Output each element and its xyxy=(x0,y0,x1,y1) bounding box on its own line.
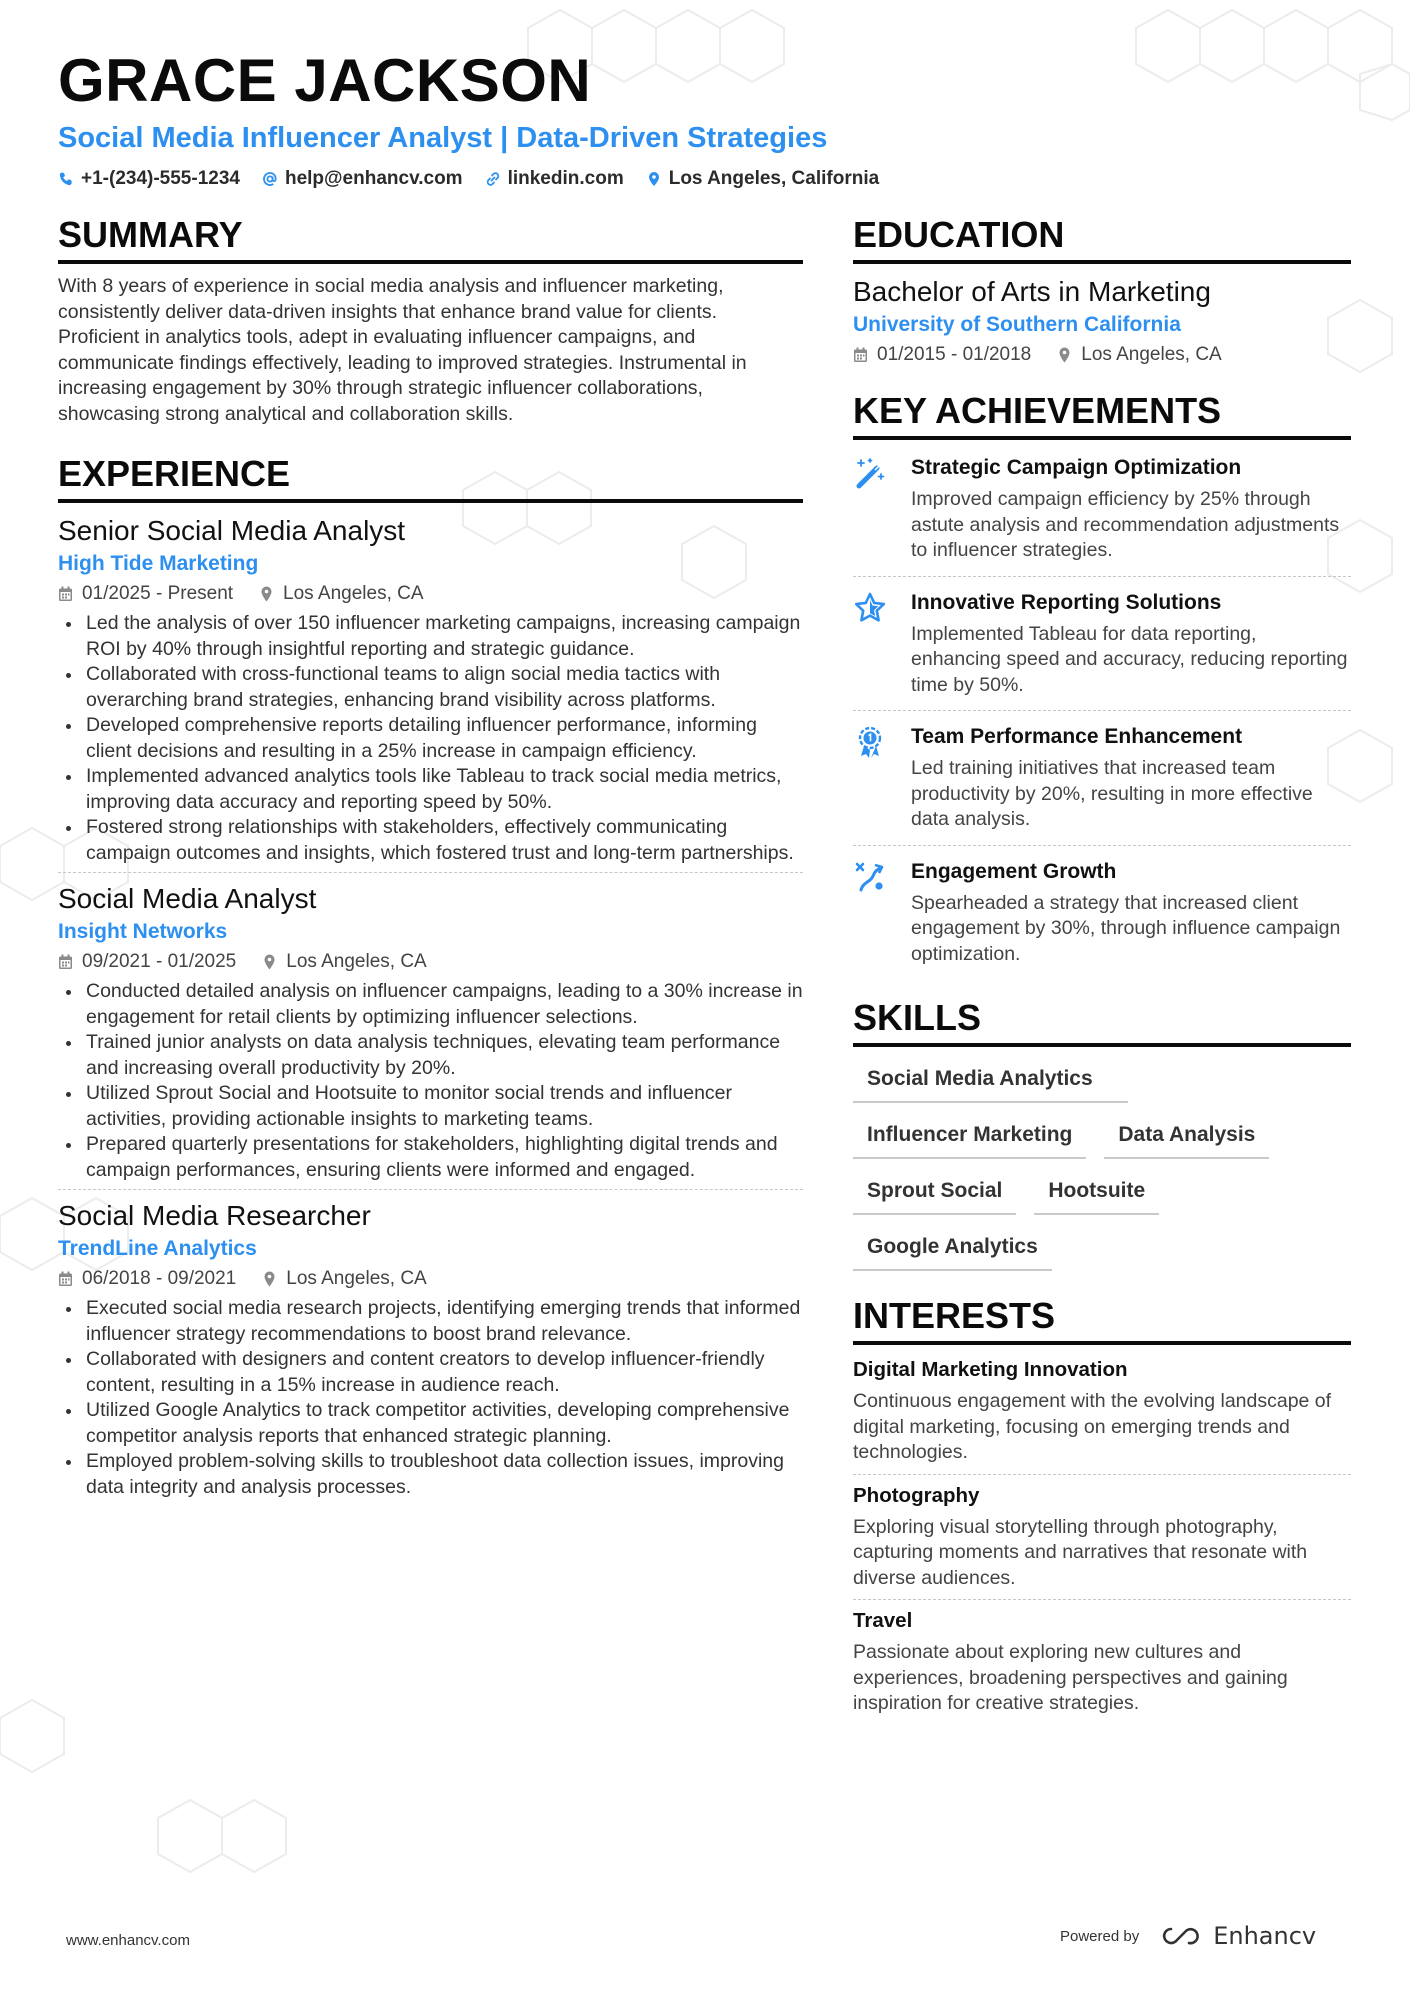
interest-title: Photography xyxy=(853,1483,980,1507)
job-location xyxy=(262,1264,426,1294)
job-bullets xyxy=(58,611,803,866)
skill-tag: Influencer Marketing xyxy=(853,1119,1086,1159)
achievements-section xyxy=(853,390,1351,979)
job-dates xyxy=(58,947,236,977)
education-location xyxy=(1057,340,1221,370)
achievement-icon-wrap xyxy=(853,858,895,968)
summary-text: With 8 years of experience in social media analysis and influencer marketing, consistently deliver data-driven insights that enhance brand value for clients. Proficient in analytics tools, adept in evaluating influencer campaigns, and communicate findings effectively, leading to improved strategies. Instrumental in increasing engagement by 30% through strategic influencer collaborations, showcasing strong analytical and collaboration skills. xyxy=(58,275,747,425)
education-location-text: Los Angeles, CA xyxy=(1081,344,1222,365)
job-bullet: Developed comprehensive reports detailing influencer performance, informing client decisions and resulting in a 25% increase in campaign efficiency. xyxy=(58,713,803,764)
interests-heading: INTERESTS xyxy=(853,1295,1351,1345)
company-name: Insight Networks xyxy=(58,920,228,943)
job-bullet: Fostered strong relationships with stakeholders, effectively communicating campaign outcomes and insights, which fostered trust and long-term partnerships. xyxy=(58,815,803,866)
contact-bar xyxy=(58,168,1358,190)
achievement-desc: Led training initiatives that increased team productivity by 20%, resulting in more effective data analysis. xyxy=(911,757,1313,830)
email-text: help@enhancv.com xyxy=(284,168,463,189)
skills-section xyxy=(853,997,1351,1271)
achievement-body xyxy=(911,454,1351,564)
phone-icon xyxy=(58,171,74,187)
skills-list xyxy=(853,1057,1351,1271)
strategy-path-icon xyxy=(853,860,887,894)
enhancv-logo-icon xyxy=(1157,1924,1203,1948)
job-dates-text: 01/2025 - Present xyxy=(82,583,234,604)
interest-item xyxy=(853,1349,1351,1475)
location-pin-icon xyxy=(262,1271,277,1287)
job-bullet: Collaborated with designers and content creators to develop influencer-friendly content, resulting in a 15% increase in audience reach. xyxy=(58,1347,803,1398)
star-icon xyxy=(853,591,887,625)
achievement-item xyxy=(853,442,1351,577)
phone-text: +1-(234)-555-1234 xyxy=(81,168,240,189)
skill-tag: Google Analytics xyxy=(853,1231,1052,1271)
interest-title: Travel xyxy=(853,1609,913,1632)
location-pin-icon xyxy=(646,171,662,187)
achievement-title: Team Performance Enhancement xyxy=(911,725,1243,748)
candidate-name: GRACE JACKSON xyxy=(58,47,592,114)
achievement-icon-wrap xyxy=(853,589,895,699)
job-entry xyxy=(58,1189,803,1506)
achievements-heading: KEY ACHIEVEMENTS xyxy=(853,390,1351,440)
job-bullet: Utilized Sprout Social and Hootsuite to monitor social trends and influencer activities, providing actionable insights to marketing teams. xyxy=(58,1081,803,1132)
job-location xyxy=(259,579,423,609)
education-dates xyxy=(853,340,1031,370)
achievement-desc: Improved campaign efficiency by 25% through astute analysis and recommendation adjustments to influencer strategies. xyxy=(911,488,1340,561)
contact-email[interactable] xyxy=(262,168,463,190)
interest-desc: Continuous engagement with the evolving landscape of digital marketing, focusing on emerging trends and technologies. xyxy=(853,1390,1332,1463)
job-location-text: Los Angeles, CA xyxy=(286,951,427,972)
location-pin-icon xyxy=(259,586,274,602)
degree-title: Bachelor of Arts in Marketing xyxy=(853,276,1211,307)
job-bullet: Conducted detailed analysis on influencer campaigns, leading to a 30% increase in engagement for retail clients by optimizing influencer selections. xyxy=(58,979,803,1030)
job-bullet: Led the analysis of over 150 influencer marketing campaigns, increasing campaign ROI by 40% through insightful reporting and strategic guidance. xyxy=(58,611,803,662)
linkedin-text: linkedin.com xyxy=(507,168,624,189)
skill-tag: Data Analysis xyxy=(1104,1119,1269,1159)
calendar-icon xyxy=(58,1271,73,1287)
achievement-item xyxy=(853,577,1351,712)
contact-linkedin[interactable] xyxy=(485,168,624,190)
job-location xyxy=(262,947,426,977)
achievement-icon-wrap xyxy=(853,723,895,833)
job-bullet: Prepared quarterly presentations for stakeholders, highlighting digital trends and campaign performances, ensuring clients were informed and engaged. xyxy=(58,1132,803,1183)
job-bullet: Employed problem-solving skills to troubleshoot data collection issues, improving data integrity and analysis processes. xyxy=(58,1449,803,1500)
achievement-body xyxy=(911,723,1351,833)
job-dates-text: 06/2018 - 09/2021 xyxy=(82,1268,237,1289)
at-icon xyxy=(262,171,278,187)
experience-section xyxy=(58,453,803,1506)
left-column xyxy=(58,214,803,1506)
interest-desc: Passionate about exploring new cultures and experiences, broadening perspectives and gaining inspiration for creative strategies. xyxy=(853,1641,1288,1714)
powered-by-text: Powered by xyxy=(1060,1927,1140,1945)
link-icon xyxy=(485,171,501,187)
achievement-body xyxy=(911,858,1351,968)
achievement-body xyxy=(911,589,1351,699)
company-name: TrendLine Analytics xyxy=(58,1237,257,1260)
job-entry xyxy=(58,513,803,872)
brand-name: Enhancv xyxy=(1213,1922,1317,1950)
job-bullets xyxy=(58,979,803,1183)
job-bullet: Trained junior analysts on data analysis techniques, elevating team performance and increasing overall productivity by 20%. xyxy=(58,1030,803,1081)
location-text: Los Angeles, California xyxy=(668,168,880,189)
candidate-title: Social Media Influencer Analyst | Data-Driven Strategies xyxy=(58,122,828,154)
contact-phone[interactable] xyxy=(58,168,240,190)
skill-tag: Social Media Analytics xyxy=(853,1063,1128,1103)
interest-item xyxy=(853,1475,1351,1601)
summary-heading: SUMMARY xyxy=(58,214,803,264)
education-heading: EDUCATION xyxy=(853,214,1351,264)
skills-heading: SKILLS xyxy=(853,997,1351,1047)
achievement-title: Strategic Campaign Optimization xyxy=(911,456,1242,479)
achievement-item xyxy=(853,846,1351,980)
job-bullet: Implemented advanced analytics tools like Tableau to track social media metrics, improving data accuracy and reporting speed by 50%. xyxy=(58,764,803,815)
job-bullet: Collaborated with cross-functional teams to align social media tactics with overarching brand strategies, enhancing brand visibility across platforms. xyxy=(58,662,803,713)
skill-tag: Sprout Social xyxy=(853,1175,1016,1215)
calendar-icon xyxy=(58,954,73,970)
job-dates xyxy=(58,579,233,609)
resume-header xyxy=(58,48,1358,190)
education-meta xyxy=(853,340,1351,370)
education-dates-text: 01/2015 - 01/2018 xyxy=(877,344,1032,365)
job-title: Social Media Researcher xyxy=(58,1200,371,1231)
skill-tag: Hootsuite xyxy=(1034,1175,1159,1215)
school-name: University of Southern California xyxy=(853,313,1181,336)
job-location-text: Los Angeles, CA xyxy=(286,1268,427,1289)
job-meta xyxy=(58,1264,803,1294)
job-dates xyxy=(58,1264,236,1294)
achievement-desc: Implemented Tableau for data reporting, enhancing speed and accuracy, reducing reporting time by 50%. xyxy=(911,622,1348,696)
magic-wand-icon xyxy=(853,456,887,490)
job-title: Social Media Analyst xyxy=(58,883,317,914)
achievement-desc: Spearheaded a strategy that increased client engagement by 30%, through influence campaign optimization. xyxy=(911,891,1341,965)
company-name: High Tide Marketing xyxy=(58,552,259,575)
calendar-icon xyxy=(853,347,868,363)
calendar-icon xyxy=(58,586,73,602)
achievement-title: Innovative Reporting Solutions xyxy=(911,590,1222,614)
experience-heading: EXPERIENCE xyxy=(58,453,803,503)
achievement-icon-wrap xyxy=(853,454,895,564)
job-bullet: Utilized Google Analytics to track competitor activities, developing comprehensive competitor analysis reports that enhanced strategic planning. xyxy=(58,1398,803,1449)
footer-branding xyxy=(1060,1922,1316,1950)
achievement-title: Engagement Growth xyxy=(911,859,1117,883)
enhancv-logo[interactable] xyxy=(1157,1922,1316,1950)
education-section xyxy=(853,214,1351,370)
achievement-item xyxy=(853,711,1351,846)
job-entry xyxy=(58,872,803,1189)
summary-section xyxy=(58,214,803,427)
interest-desc: Exploring visual storytelling through photography, capturing moments and narratives that resonate with diverse audiences. xyxy=(853,1515,1308,1589)
job-bullets xyxy=(58,1296,803,1500)
interest-item xyxy=(853,1600,1351,1725)
footer-website[interactable]: www.enhancv.com xyxy=(66,1932,190,1949)
job-dates-text: 09/2021 - 01/2025 xyxy=(82,951,237,972)
job-meta xyxy=(58,947,803,977)
location-pin-icon xyxy=(1057,347,1072,363)
award-ribbon-icon xyxy=(853,725,887,759)
job-location-text: Los Angeles, CA xyxy=(283,583,424,604)
job-meta xyxy=(58,579,803,609)
location-pin-icon xyxy=(262,954,277,970)
interest-title: Digital Marketing Innovation xyxy=(853,1358,1128,1381)
job-title: Senior Social Media Analyst xyxy=(58,515,406,546)
right-column xyxy=(853,214,1351,1725)
interests-section xyxy=(853,1295,1351,1725)
job-bullet: Executed social media research projects, identifying emerging trends that informed influencer strategy recommendations to boost brand relevance. xyxy=(58,1296,803,1347)
contact-location xyxy=(646,168,879,190)
